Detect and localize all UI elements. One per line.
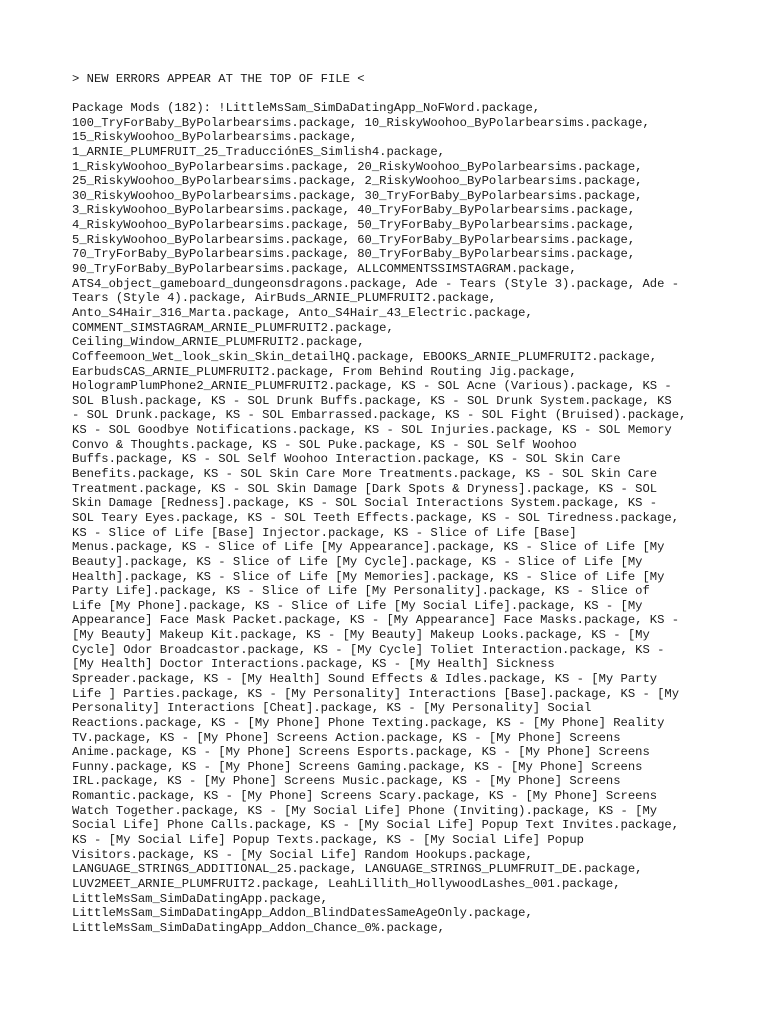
- text-line: Social Life] Phone Calls.package, KS - [My Social Life] Popup Text Invites.package,: [72, 818, 680, 833]
- text-line: 25_RiskyWoohoo_ByPolarbearsims.package, 2_RiskyWoohoo_ByPolarbearsims.package,: [72, 174, 643, 189]
- text-line: Anime.package, KS - [My Phone] Screens Esports.package, KS - [My Phone] Screens: [72, 745, 650, 760]
- text-line: [My Health] Doctor Interactions.package, KS - [My Health] Sickness: [72, 657, 555, 672]
- text-line: Menus.package, KS - Slice of Life [My Appearance].package, KS - Slice of Life [My: [72, 540, 665, 555]
- text-line: Health].package, KS - Slice of Life [My Memories].package, KS - Slice of Life [My: [72, 569, 665, 584]
- text-line: HologramPlumPhone2_ARNIE_PLUMFRUIT2.package, KS - SOL Acne (Various).package, KS -: [72, 379, 672, 394]
- text-line: SOL Teary Eyes.package, KS - SOL Teeth Effects.package, KS - SOL Tiredness.package,: [72, 510, 680, 525]
- text-line: KS - SOL Goodbye Notifications.package, KS - SOL Injuries.package, KS - SOL Memory: [72, 423, 672, 438]
- text-line: Appearance] Face Mask Packet.package, KS - [My Appearance] Face Masks.package, KS -: [72, 613, 680, 628]
- text-line: 70_TryForBaby_ByPolarbearsims.package, 80_TryForBaby_ByPolarbearsims.package,: [72, 247, 636, 262]
- text-line: 30_RiskyWoohoo_ByPolarbearsims.package, 30_TryForBaby_ByPolarbearsims.package,: [72, 188, 643, 203]
- text-line: Package Mods (182): !LittleMsSam_SimDaDatingApp_NoFWord.package,: [72, 101, 541, 115]
- text-line: Beauty].package, KS - Slice of Life [My Cycle].package, KS - Slice of Life [My: [72, 554, 643, 569]
- text-line: [My Beauty] Makeup Kit.package, KS - [My Beauty] Makeup Looks.package, KS - [My: [72, 628, 650, 643]
- text-line: 1_ARNIE_PLUMFRUIT_25_TraducciónES_Simlish4.package,: [72, 144, 445, 159]
- text-line: 4_RiskyWoohoo_ByPolarbearsims.package, 50_TryForBaby_ByPolarbearsims.package,: [72, 218, 636, 233]
- text-line: Life [My Phone].package, KS - Slice of Life [My Social Life].package, KS - [My: [72, 598, 643, 613]
- text-line: 90_TryForBaby_ByPolarbearsims.package, ALLCOMMENTSSIMSTAGRAM.package,: [72, 262, 577, 277]
- text-line: 5_RiskyWoohoo_ByPolarbearsims.package, 60_TryForBaby_ByPolarbearsims.package,: [72, 232, 636, 247]
- text-line: Ceiling_Window_ARNIE_PLUMFRUIT2.package,: [72, 335, 365, 350]
- package-mods-list: [72, 101, 712, 936]
- text-line: Romantic.package, KS - [My Phone] Screens Scary.package, KS - [My Phone] Screens: [72, 789, 658, 804]
- text-line: ATS4_object_gameboard_dungeonsdragons.package, Ade - Tears (Style 3).package, Ade -: [72, 276, 680, 291]
- text-line: Cycle] Odor Broadcastor.package, KS - [My Cycle] Toliet Interaction.package, KS -: [72, 642, 665, 657]
- text-line: IRL.package, KS - [My Phone] Screens Music.package, KS - [My Phone] Screens: [72, 774, 621, 789]
- text-line: LittleMsSam_SimDaDatingApp_Addon_Chance_0%.package,: [72, 920, 445, 935]
- text-line: COMMENT_SIMSTAGRAM_ARNIE_PLUMFRUIT2.package,: [72, 320, 394, 335]
- text-line: Personality] Interactions [Cheat].package, KS - [My Personality] Social: [72, 701, 592, 716]
- text-line: EarbudsCAS_ARNIE_PLUMFRUIT2.package, From Behind Routing Jig.package,: [72, 364, 577, 379]
- text-line: 1_RiskyWoohoo_ByPolarbearsims.package, 20_RiskyWoohoo_ByPolarbearsims.package,: [72, 159, 643, 174]
- text-line: Benefits.package, KS - SOL Skin Care More Treatments.package, KS - SOL Skin Care: [72, 467, 658, 482]
- text-line: KS - Slice of Life [Base] Injector.package, KS - Slice of Life [Base]: [72, 525, 577, 540]
- text-line: SOL Blush.package, KS - SOL Drunk Buffs.package, KS - SOL Drunk System.package, KS: [72, 393, 672, 408]
- text-line: Reactions.package, KS - [My Phone] Phone Texting.package, KS - [My Phone] Reality: [72, 715, 665, 730]
- text-line: KS - [My Social Life] Popup Texts.package, KS - [My Social Life] Popup: [72, 833, 584, 848]
- text-line: Convo & Thoughts.package, KS - SOL Puke.package, KS - SOL Self Woohoo: [72, 437, 577, 452]
- text-line: Skin Damage [Redness].package, KS - SOL Social Interactions System.package, KS -: [72, 496, 658, 511]
- errors-header-line: > NEW ERRORS APPEAR AT THE TOP OF FILE <: [72, 72, 365, 86]
- text-line: Tears (Style 4).package, AirBuds_ARNIE_PLUMFRUIT2.package,: [72, 291, 497, 306]
- text-line: TV.package, KS - [My Phone] Screens Action.package, KS - [My Phone] Screens: [72, 730, 621, 745]
- text-line: Watch Together.package, KS - [My Social Life] Phone (Inviting).package, KS - [My: [72, 803, 658, 818]
- text-line: LittleMsSam_SimDaDatingApp.package,: [72, 891, 328, 906]
- text-line: LUV2MEET_ARNIE_PLUMFRUIT2.package, LeahLillith_HollywoodLashes_001.package,: [72, 876, 621, 891]
- text-line: Spreader.package, KS - [My Health] Sound Effects & Idles.package, KS - [My Party: [72, 671, 658, 686]
- text-line: 100_TryForBaby_ByPolarbearsims.package, 10_RiskyWoohoo_ByPolarbearsims.package,: [72, 115, 650, 130]
- text-line: Coffeemoon_Wet_look_skin_Skin_detailHQ.package, EBOOKS_ARNIE_PLUMFRUIT2.package,: [72, 349, 658, 364]
- text-line: LittleMsSam_SimDaDatingApp_Addon_BlindDatesSameAgeOnly.package,: [72, 906, 533, 921]
- text-line: 15_RiskyWoohoo_ByPolarbearsims.package,: [72, 130, 358, 145]
- text-line: 3_RiskyWoohoo_ByPolarbearsims.package, 40_TryForBaby_ByPolarbearsims.package,: [72, 203, 636, 218]
- text-line: - SOL Drunk.package, KS - SOL Embarrassed.package, KS - SOL Fight (Bruised).package,: [72, 408, 687, 423]
- text-line: Funny.package, KS - [My Phone] Screens Gaming.package, KS - [My Phone] Screens: [72, 759, 643, 774]
- text-line: LANGUAGE_STRINGS_ADDITIONAL_25.package, LANGUAGE_STRINGS_PLUMFRUIT_DE.package,: [72, 862, 643, 877]
- text-line: Treatment.package, KS - SOL Skin Damage [Dark Spots & Dryness].package, KS - SOL: [72, 481, 658, 496]
- text-line: Anto_S4Hair_316_Marta.package, Anto_S4Hair_43_Electric.package,: [72, 305, 533, 320]
- text-line: Life ] Parties.package, KS - [My Personality] Interactions [Base].package, KS - [My: [72, 686, 680, 701]
- text-line: Buffs.package, KS - SOL Self Woohoo Interaction.package, KS - SOL Skin Care: [72, 452, 621, 467]
- text-line: Visitors.package, KS - [My Social Life] Random Hookups.package,: [72, 847, 533, 862]
- text-line: Party Life].package, KS - Slice of Life [My Personality].package, KS - Slice of: [72, 584, 650, 599]
